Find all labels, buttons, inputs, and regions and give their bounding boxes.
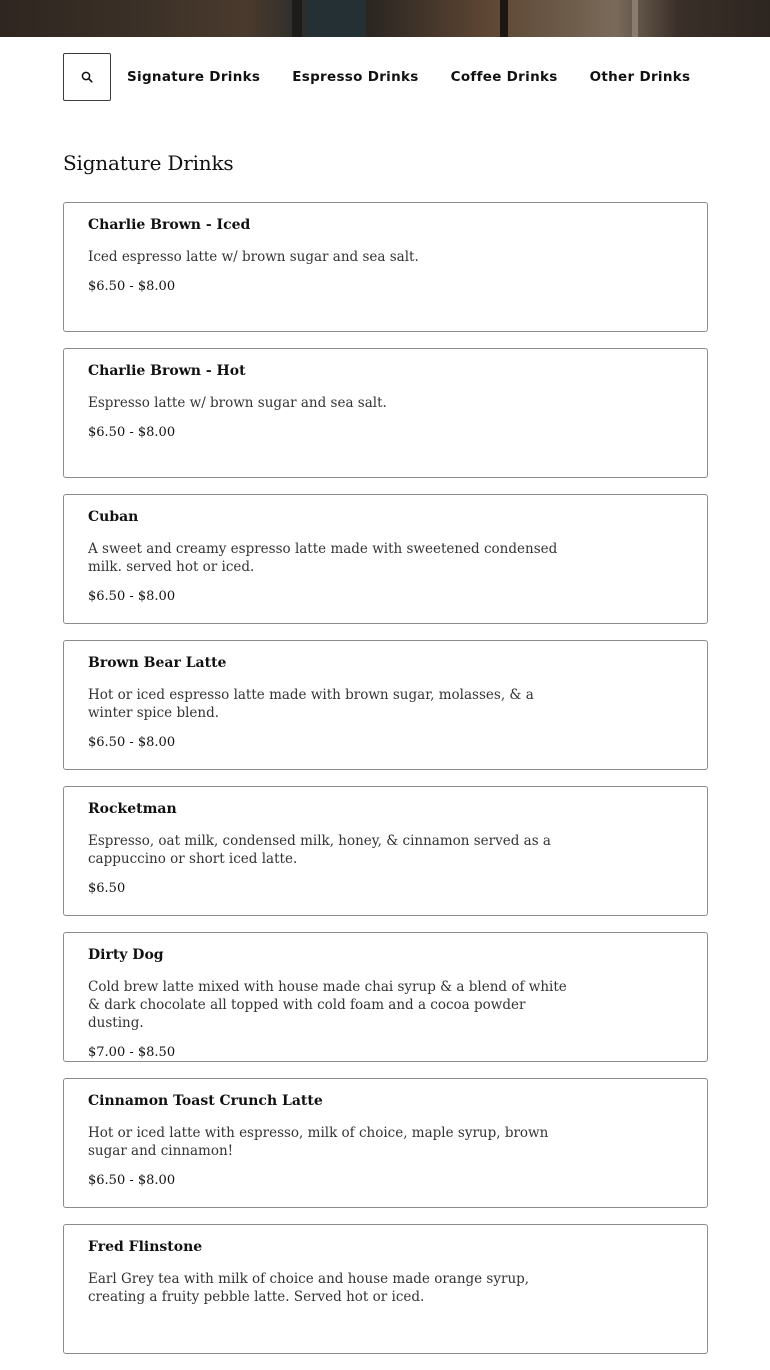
menu-item-description: Hot or iced espresso latte made with brown sugar, molasses, & a winter spice blend. <box>88 687 534 721</box>
menu-item-list <box>63 202 708 1370</box>
menu-item-description: Earl Grey tea with milk of choice and house made orange syrup, creating a fruity pebble latte. Served hot or iced. <box>88 1271 530 1305</box>
menu-item-card[interactable] <box>63 202 708 332</box>
nav-link-signature-drinks[interactable]: Signature Drinks <box>127 69 261 85</box>
hero-banner-image <box>0 0 770 37</box>
menu-item-price: $6.50 - $8.00 <box>88 279 176 294</box>
menu-item-description: Hot or iced latte with espresso, milk of choice, maple syrup, brown sugar and cinnamon! <box>88 1125 549 1159</box>
menu-item-description: Iced espresso latte w/ brown sugar and sea salt. <box>88 249 419 265</box>
menu-item-price: $6.50 - $8.00 <box>88 425 176 440</box>
menu-item-name: Brown Bear Latte <box>88 655 227 671</box>
menu-category-nav <box>63 53 706 101</box>
menu-item-card[interactable] <box>63 1078 708 1208</box>
menu-item-price: $6.50 - $8.00 <box>88 735 176 750</box>
menu-item-name: Cuban <box>88 509 139 525</box>
menu-item-description: Espresso, oat milk, condensed milk, honey, & cinnamon served as a cappuccino or short iced latte. <box>88 833 551 867</box>
menu-item-card[interactable] <box>63 786 708 916</box>
menu-item-price: $7.00 - $8.50 <box>88 1045 176 1060</box>
nav-link-espresso-drinks[interactable]: Espresso Drinks <box>292 69 419 85</box>
menu-item-card[interactable] <box>63 640 708 770</box>
menu-item-name: Dirty Dog <box>88 947 164 963</box>
menu-item-description: Cold brew latte mixed with house made chai syrup & a blend of white & dark chocolate all topped with cold foam and a cocoa powder dusting. <box>88 979 567 1031</box>
menu-item-name: Charlie Brown - Iced <box>88 217 251 233</box>
menu-item-name: Rocketman <box>88 801 177 817</box>
nav-link-other-drinks[interactable]: Other Drinks <box>589 69 691 85</box>
menu-item-description: A sweet and creamy espresso latte made with sweetened condensed milk. served hot or iced. <box>88 541 558 575</box>
menu-item-price: $6.50 <box>88 881 126 896</box>
menu-item-price: $6.50 - $8.00 <box>88 589 176 604</box>
menu-item-name: Charlie Brown - Hot <box>88 363 246 379</box>
menu-item-description: Espresso latte w/ brown sugar and sea salt. <box>88 395 387 411</box>
menu-item-name: Fred Flinstone <box>88 1239 203 1255</box>
section-title: Signature Drinks <box>63 151 234 175</box>
menu-item-card[interactable] <box>63 1224 708 1354</box>
search-button[interactable] <box>63 53 111 101</box>
menu-item-card[interactable] <box>63 932 708 1062</box>
menu-item-card[interactable] <box>63 494 708 624</box>
search-icon <box>81 71 93 83</box>
nav-link-coffee-drinks[interactable]: Coffee Drinks <box>450 69 558 85</box>
menu-item-price: $6.50 - $8.00 <box>88 1173 176 1188</box>
menu-item-card[interactable] <box>63 348 708 478</box>
menu-item-name: Cinnamon Toast Crunch Latte <box>88 1093 323 1109</box>
